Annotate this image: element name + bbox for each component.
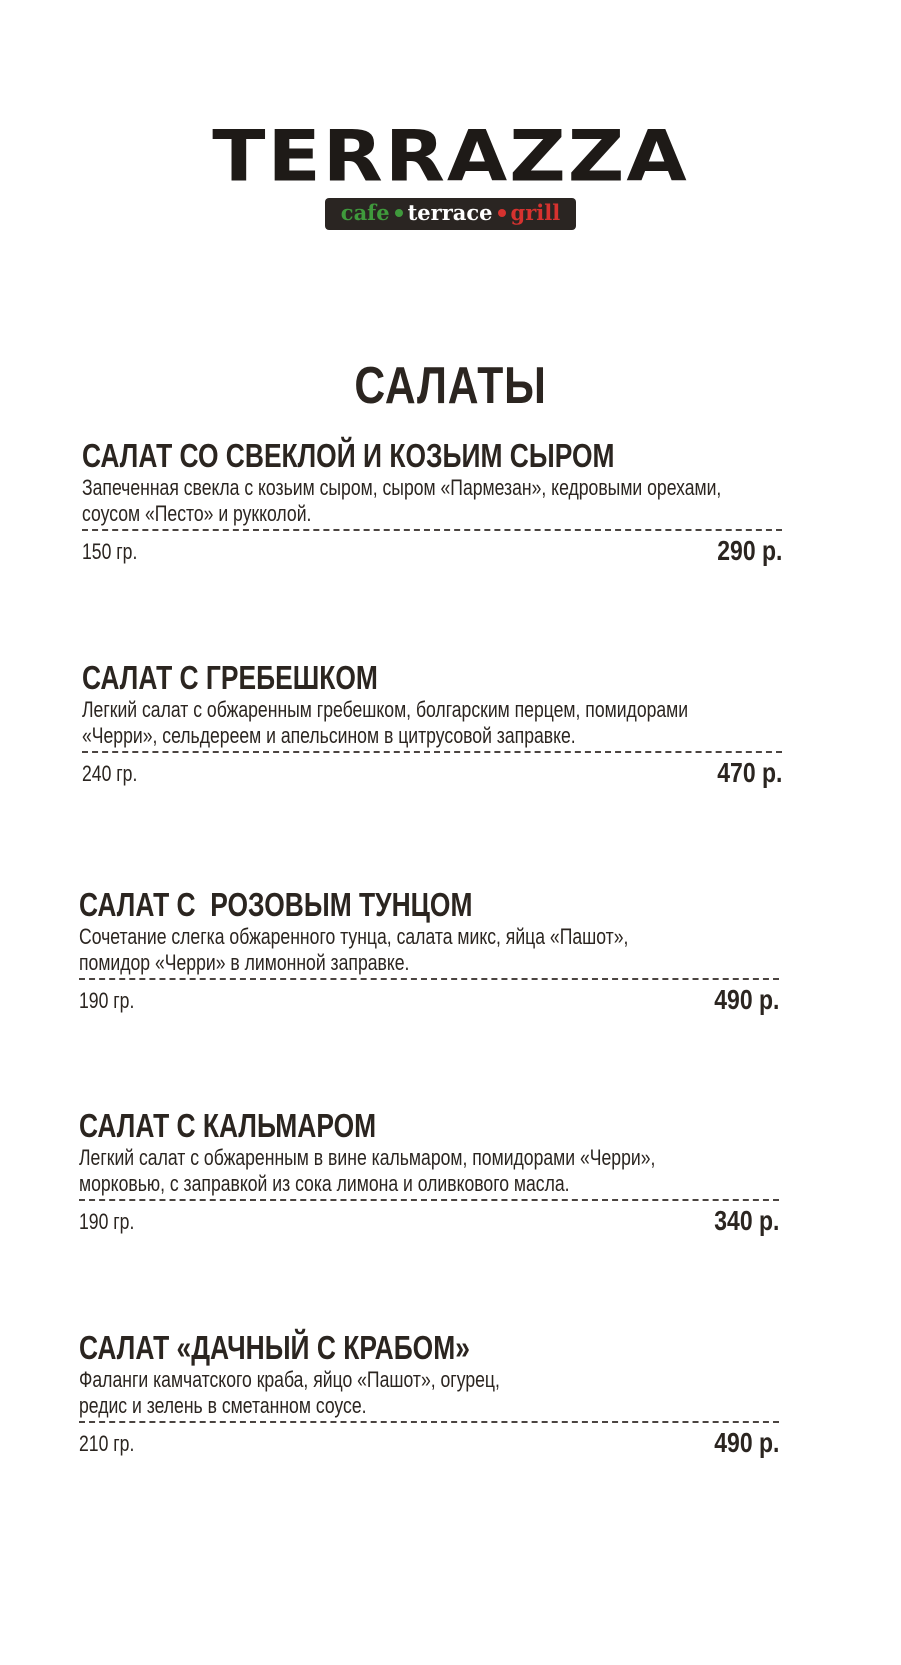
- item-weight: 150 гр.: [82, 539, 138, 564]
- item-name: САЛАТ С КАЛЬМАРОМ: [79, 1107, 377, 1144]
- item-weight: 240 гр.: [82, 761, 138, 786]
- item-weight: 190 гр.: [79, 1209, 135, 1234]
- red-leaf-icon: [498, 209, 506, 217]
- item-price: 470 р.: [716, 757, 782, 788]
- item-meta: [79, 1423, 779, 1459]
- logo-tagline-terrace: terrace: [407, 200, 493, 225]
- logo-tagline-grill: grill: [510, 200, 561, 225]
- item-name: САЛАТ СО СВЕКЛОЙ И КОЗЬИМ СЫРОМ: [82, 437, 615, 474]
- item-description: [79, 1367, 775, 1419]
- item-name: САЛАТ С РОЗОВЫМ ТУНЦОМ: [79, 886, 473, 923]
- item-description: [79, 924, 775, 976]
- item-price: 290 р.: [716, 535, 782, 566]
- item-weight: 210 гр.: [79, 1431, 135, 1456]
- item-name: САЛАТ С ГРЕБЕШКОМ: [82, 659, 378, 696]
- item-meta: [79, 980, 779, 1016]
- item-description-line: морковью, с заправкой из сока лимона и оливкового масла.: [79, 1171, 570, 1196]
- green-leaf-icon: [395, 209, 403, 217]
- item-description-line: Легкий салат с обжаренным в вине кальмаром, помидорами «Черри»,: [79, 1145, 656, 1170]
- item-description-line: Фаланги камчатского краба, яйцо «Пашот», огурец,: [79, 1367, 500, 1392]
- item-weight: 190 гр.: [79, 988, 135, 1013]
- section-title: САЛАТЫ: [354, 357, 547, 415]
- item-price: 490 р.: [713, 984, 779, 1015]
- item-meta: [82, 753, 782, 789]
- logo-tagline-cafe: cafe: [340, 200, 390, 225]
- item-name: САЛАТ «ДАЧНЫЙ С КРАБОМ»: [79, 1329, 470, 1366]
- menu-item: [82, 437, 782, 567]
- logo-wordmark: TERRAZZA: [212, 116, 689, 198]
- item-description-line: «Черри», сельдереем и апельсином в цитрусовой заправке.: [82, 723, 576, 748]
- item-description-line: Сочетание слегка обжаренного тунца, салата микс, яйца «Пашот»,: [79, 924, 629, 949]
- menu-item: [79, 1107, 779, 1237]
- item-description: [82, 697, 778, 749]
- item-price: 340 р.: [713, 1205, 779, 1236]
- item-price: 490 р.: [713, 1427, 779, 1458]
- item-meta: [82, 531, 782, 567]
- item-description-line: помидор «Черри» в лимонной заправке.: [79, 950, 410, 975]
- item-description-line: Запеченная свекла с козьим сыром, сыром «Пармезан», кедровыми орехами,: [82, 475, 722, 500]
- menu-item: [79, 886, 779, 1016]
- item-description: [79, 1145, 775, 1197]
- menu-item: [82, 659, 782, 789]
- menu-item: [79, 1329, 779, 1459]
- logo-tagline-bar: [325, 198, 576, 230]
- terrazza-logo: [0, 118, 901, 230]
- item-meta: [79, 1201, 779, 1237]
- item-description-line: соусом «Песто» и рукколой.: [82, 501, 312, 526]
- item-description-line: редис и зелень в сметанном соусе.: [79, 1393, 367, 1418]
- item-description-line: Легкий салат с обжаренным гребешком, болгарским перцем, помидорами: [82, 697, 689, 722]
- item-description: [82, 475, 778, 527]
